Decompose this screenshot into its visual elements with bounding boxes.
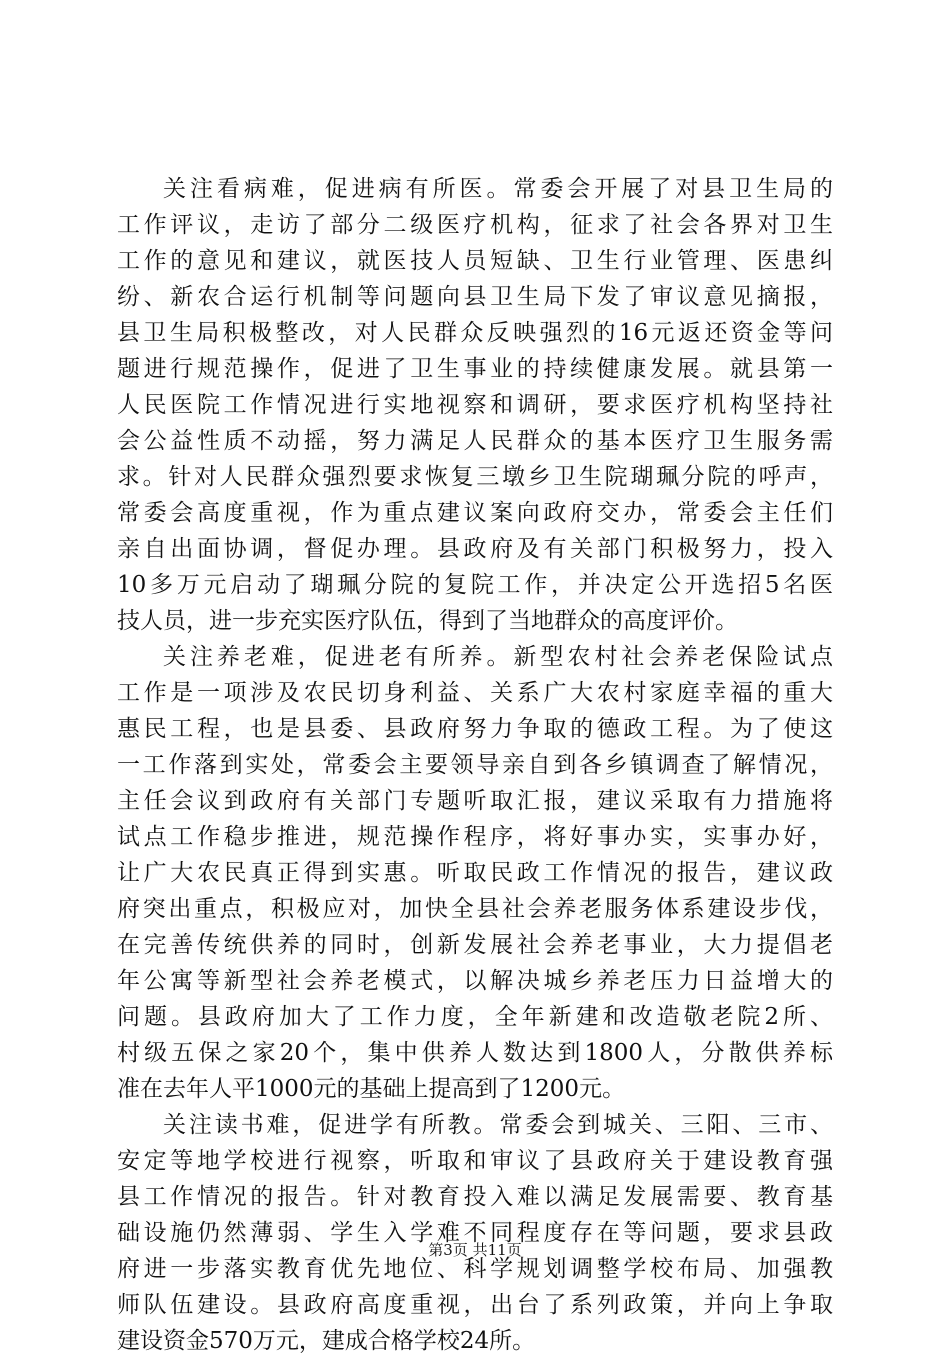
paragraph-line: 工作是一项涉及农民切身利益、关系广大农村家庭幸福的重大 (117, 680, 833, 706)
paragraph-line: 纷、新农合运行机制等问题向县卫生局下发了审议意见摘报， (117, 284, 833, 310)
paragraph-line: 师队伍建设。县政府高度重视，出台了系列政策，并向上争取 (117, 1292, 833, 1318)
paragraph-line: 府进一步落实教育优先地位、科学规划调整学校布局、加强教 (117, 1256, 833, 1282)
paragraph-line: 题进行规范操作，促进了卫生事业的持续健康发展。就县第一 (117, 356, 833, 382)
paragraph-line: 建设资金570万元，建成合格学校24所。 (117, 1328, 536, 1354)
paragraph-line: 一工作落到实处，常委会主要领导亲自到各乡镇调查了解情况， (117, 752, 833, 778)
paragraph-line: 技人员，进一步充实医疗队伍，得到了当地群众的高度评价。 (117, 608, 738, 634)
paragraph-line: 在完善传统供养的同时，创新发展社会养老事业，大力提倡老 (117, 932, 833, 958)
page-footer (0, 1240, 950, 1260)
page-number: 第3页 共11页 (428, 1241, 522, 1259)
paragraph-healthcare (117, 171, 833, 639)
paragraph-line: 工作的意见和建议，就医技人员短缺、卫生行业管理、医患纠 (117, 248, 833, 274)
paragraph-line: 试点工作稳步推进，规范操作程序，将好事办实，实事办好， (117, 824, 833, 850)
paragraph-line: 安定等地学校进行视察，听取和审议了县政府关于建设教育强 (117, 1148, 833, 1174)
paragraph-line: 问题。县政府加大了工作力度，全年新建和改造敬老院2所、 (117, 1004, 833, 1030)
paragraph-line: 县卫生局积极整改，对人民群众反映强烈的16元返还资金等问 (117, 320, 833, 346)
paragraph-line: 会公益性质不动摇，努力满足人民群众的基本医疗卫生服务需 (117, 428, 833, 454)
paragraph-line: 工作评议，走访了部分二级医疗机构，征求了社会各界对卫生 (117, 212, 833, 238)
document-body (117, 171, 833, 1359)
paragraph-line: 县工作情况的报告。针对教育投入难以满足发展需要、教育基 (117, 1184, 833, 1210)
paragraph-line: 主任会议到政府有关部门专题听取汇报，建议采取有力措施将 (117, 788, 833, 814)
paragraph-line: 亲自出面协调，督促办理。县政府及有关部门积极努力，投入 (117, 536, 833, 562)
paragraph-line: 年公寓等新型社会养老模式，以解决城乡养老压力日益增大的 (117, 968, 833, 994)
paragraph-line: 让广大农民真正得到实惠。听取民政工作情况的报告，建议政 (117, 860, 833, 886)
paragraph-line: 常委会高度重视，作为重点建议案向政府交办，常委会主任们 (117, 500, 833, 526)
paragraph-line: 人民医院工作情况进行实地视察和调研，要求医疗机构坚持社 (117, 392, 833, 418)
paragraph-line: 府突出重点，积极应对，加快全县社会养老服务体系建设步伐， (117, 896, 833, 922)
paragraph-elderly-care (117, 639, 833, 1107)
paragraph-line: 10多万元启动了瑚珮分院的复院工作，并决定公开选招5名医 (117, 572, 833, 598)
paragraph-line: 村级五保之家20个，集中供养人数达到1800人，分散供养标 (117, 1040, 833, 1066)
paragraph-line: 惠民工程，也是县委、县政府努力争取的德政工程。为了使这 (117, 716, 833, 742)
paragraph-line: 础设施仍然薄弱、学生入学难不同程度存在等问题，要求县政 (117, 1220, 833, 1246)
paragraph-line: 准在去年人平1000元的基础上提高到了1200元。 (117, 1076, 626, 1102)
paragraph-education (117, 1107, 833, 1359)
paragraph-line: 关注看病难，促进病有所医。常委会开展了对县卫生局的 (163, 176, 833, 202)
paragraph-line: 求。针对人民群众强烈要求恢复三墩乡卫生院瑚珮分院的呼声， (117, 464, 833, 490)
paragraph-line: 关注读书难，促进学有所教。常委会到城关、三阳、三市、 (163, 1112, 833, 1138)
paragraph-line: 关注养老难，促进老有所养。新型农村社会养老保险试点 (163, 644, 833, 670)
